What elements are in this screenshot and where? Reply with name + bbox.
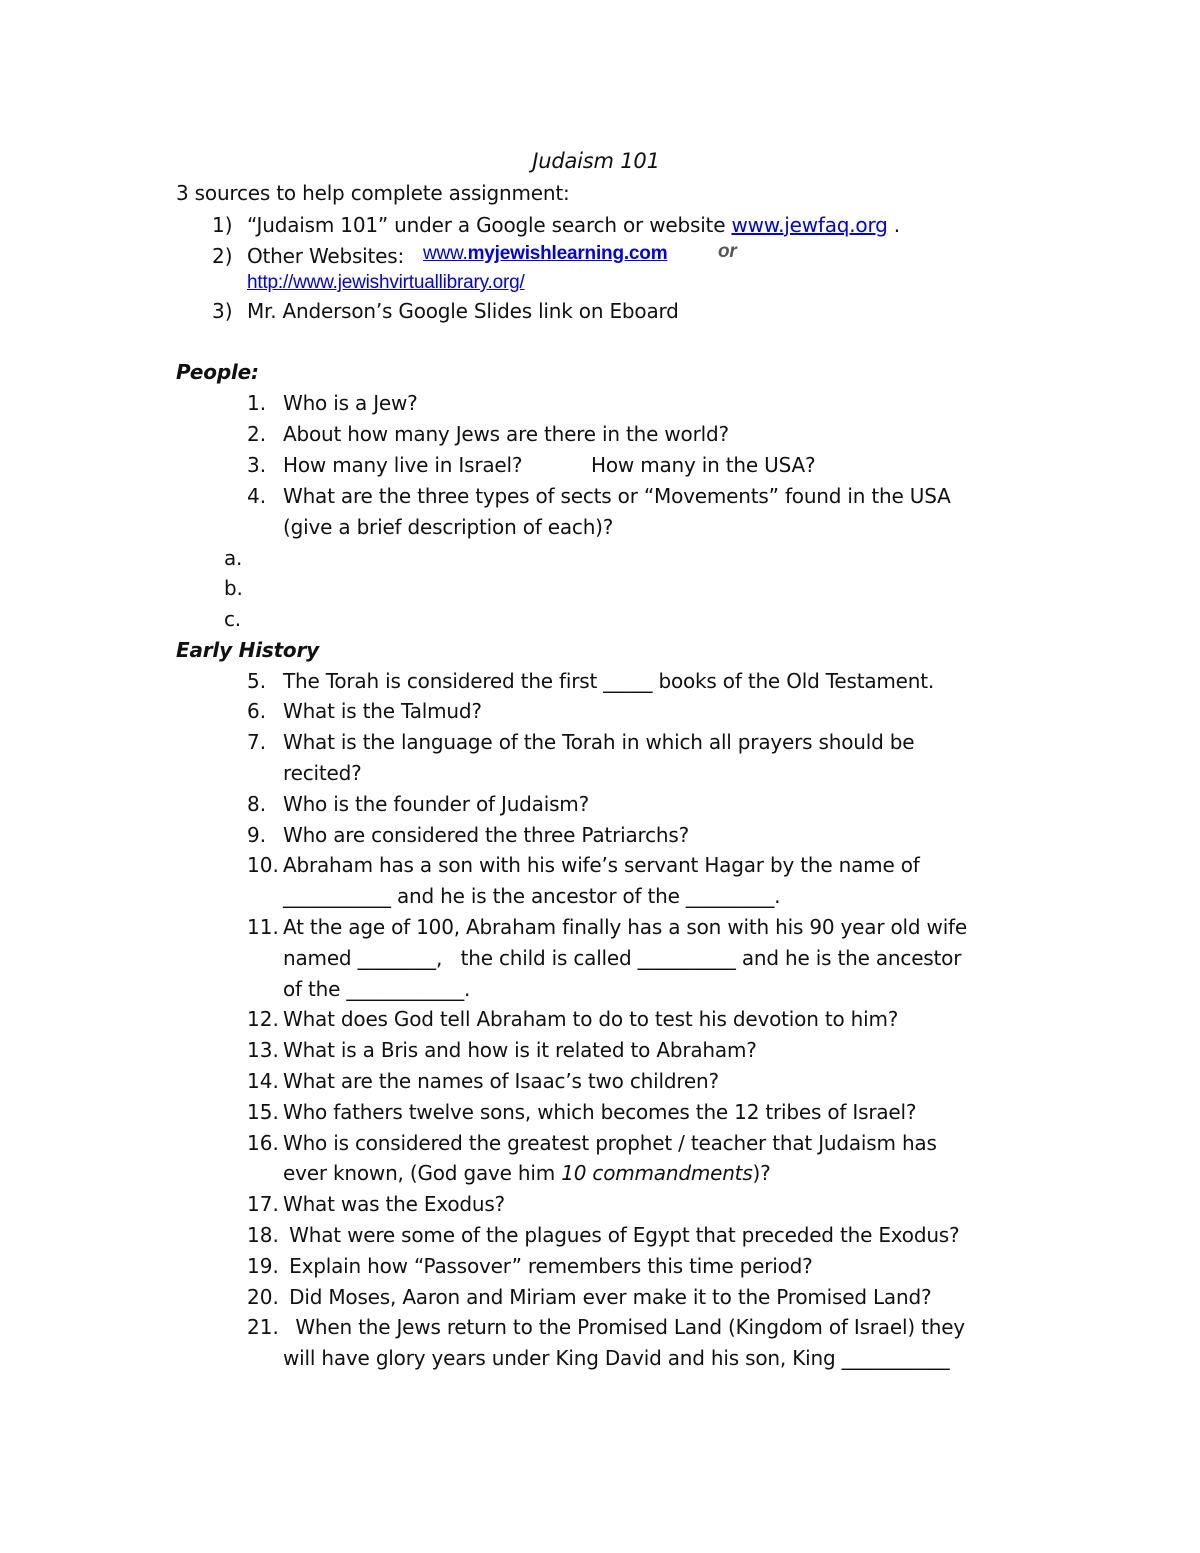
jewishvirtuallibrary-link[interactable]: [247, 270, 525, 296]
question-text-secondary: How many in the USA?: [591, 453, 816, 477]
myjewishlearning-link[interactable]: [423, 239, 667, 267]
link-domain: myjewishlearning.com: [467, 243, 668, 264]
question-text-continued: of the ____________.: [283, 977, 471, 1001]
question-number: 6.: [247, 699, 267, 723]
question-text: When the Jews return to the Promised Land (Kingdom of Israel) they: [283, 1315, 965, 1339]
question-text: What was the Exodus?: [283, 1192, 505, 1216]
question-number: 11.: [247, 915, 279, 939]
question-number: 21.: [247, 1315, 279, 1339]
source-suffix: .: [887, 213, 900, 237]
question-number: 10.: [247, 853, 279, 877]
question-text: Who is the founder of Judaism?: [283, 792, 590, 816]
question-text: Who is considered the greatest prophet / teacher that Judaism has: [283, 1131, 937, 1155]
question-number: 19.: [247, 1254, 279, 1278]
question-text-continued: ___________ and he is the ancestor of the _________.: [283, 884, 781, 908]
question-number: 1.: [247, 391, 267, 415]
question-text-continued: [283, 1160, 771, 1186]
question-number: 17.: [247, 1192, 279, 1216]
question-text: About how many Jews are there in the world?: [283, 422, 729, 446]
question-text-continued: recited?: [283, 761, 362, 785]
question-text: Who fathers twelve sons, which becomes the 12 tribes of Israel?: [283, 1100, 917, 1124]
question-number: 16.: [247, 1131, 279, 1155]
question-number: 15.: [247, 1100, 279, 1124]
question-text: What is the language of the Torah in which all prayers should be: [283, 730, 915, 754]
question-number: 13.: [247, 1038, 279, 1062]
early-history-heading: Early History: [176, 638, 319, 662]
question-number: 2.: [247, 422, 267, 446]
italic-text: 10 commandments: [561, 1161, 753, 1185]
text-part: ever known, (God gave him: [283, 1161, 562, 1185]
question-number: 4.: [247, 484, 267, 508]
question-number: 12.: [247, 1007, 279, 1031]
question-text: Who is a Jew?: [283, 391, 418, 415]
source-item: [247, 212, 900, 238]
question-text: How many live in Israel?: [283, 453, 523, 477]
question-number: 7.: [247, 730, 267, 754]
or-separator: or: [718, 241, 737, 262]
question-text: Explain how “Passover” remembers this time period?: [283, 1254, 813, 1278]
question-number: 18.: [247, 1223, 279, 1247]
link-prefix: www.: [423, 243, 468, 264]
answer-label-a: a.: [224, 546, 243, 570]
question-text: What are the three types of sects or “Movements” found in the USA: [283, 484, 951, 508]
source-text: Mr. Anderson’s Google Slides link on Eboard: [247, 299, 679, 323]
question-text-continued: named ________, the child is called __________ and he is the ancestor: [283, 946, 962, 970]
text-part: )?: [752, 1161, 771, 1185]
people-heading: People:: [176, 360, 259, 384]
question-text: What is a Bris and how is it related to Abraham?: [283, 1038, 757, 1062]
question-text-continued: (give a brief description of each)?: [283, 515, 614, 539]
source-text: “Judaism 101” under a Google search or website: [247, 213, 732, 237]
question-text: What are the names of Isaac’s two children?: [283, 1069, 719, 1093]
question-number: 5.: [247, 669, 267, 693]
question-text: Who are considered the three Patriarchs?: [283, 823, 690, 847]
page-title: Judaism 101: [532, 149, 660, 173]
question-text-continued: will have glory years under King David and his son, King ___________: [283, 1346, 950, 1370]
source-number: 3): [212, 299, 233, 323]
answer-label-c: c.: [224, 607, 241, 631]
question-number: 9.: [247, 823, 267, 847]
answer-label-b: b.: [224, 576, 243, 600]
jewfaq-link[interactable]: www.jewfaq.org: [731, 213, 888, 237]
sources-intro: 3 sources to help complete assignment:: [176, 181, 570, 205]
source-number: 2): [212, 244, 233, 268]
question-number: 8.: [247, 792, 267, 816]
source-text: Other Websites:: [247, 244, 405, 268]
link-text[interactable]: http://www.jewishvirtuallibrary.org/: [247, 272, 525, 293]
question-number: 3.: [247, 453, 267, 477]
question-text: Abraham has a son with his wife’s servant Hagar by the name of: [283, 853, 920, 877]
question-text: What were some of the plagues of Egypt that preceded the Exodus?: [283, 1223, 960, 1247]
question-number: 20.: [247, 1285, 279, 1309]
question-text: At the age of 100, Abraham finally has a son with his 90 year old wife: [283, 915, 968, 939]
question-text: The Torah is considered the first _____ books of the Old Testament.: [283, 669, 935, 693]
question-text: What is the Talmud?: [283, 699, 482, 723]
question-number: 14.: [247, 1069, 279, 1093]
source-number: 1): [212, 213, 233, 237]
question-text: Did Moses, Aaron and Miriam ever make it to the Promised Land?: [283, 1285, 932, 1309]
question-text: What does God tell Abraham to do to test his devotion to him?: [283, 1007, 899, 1031]
